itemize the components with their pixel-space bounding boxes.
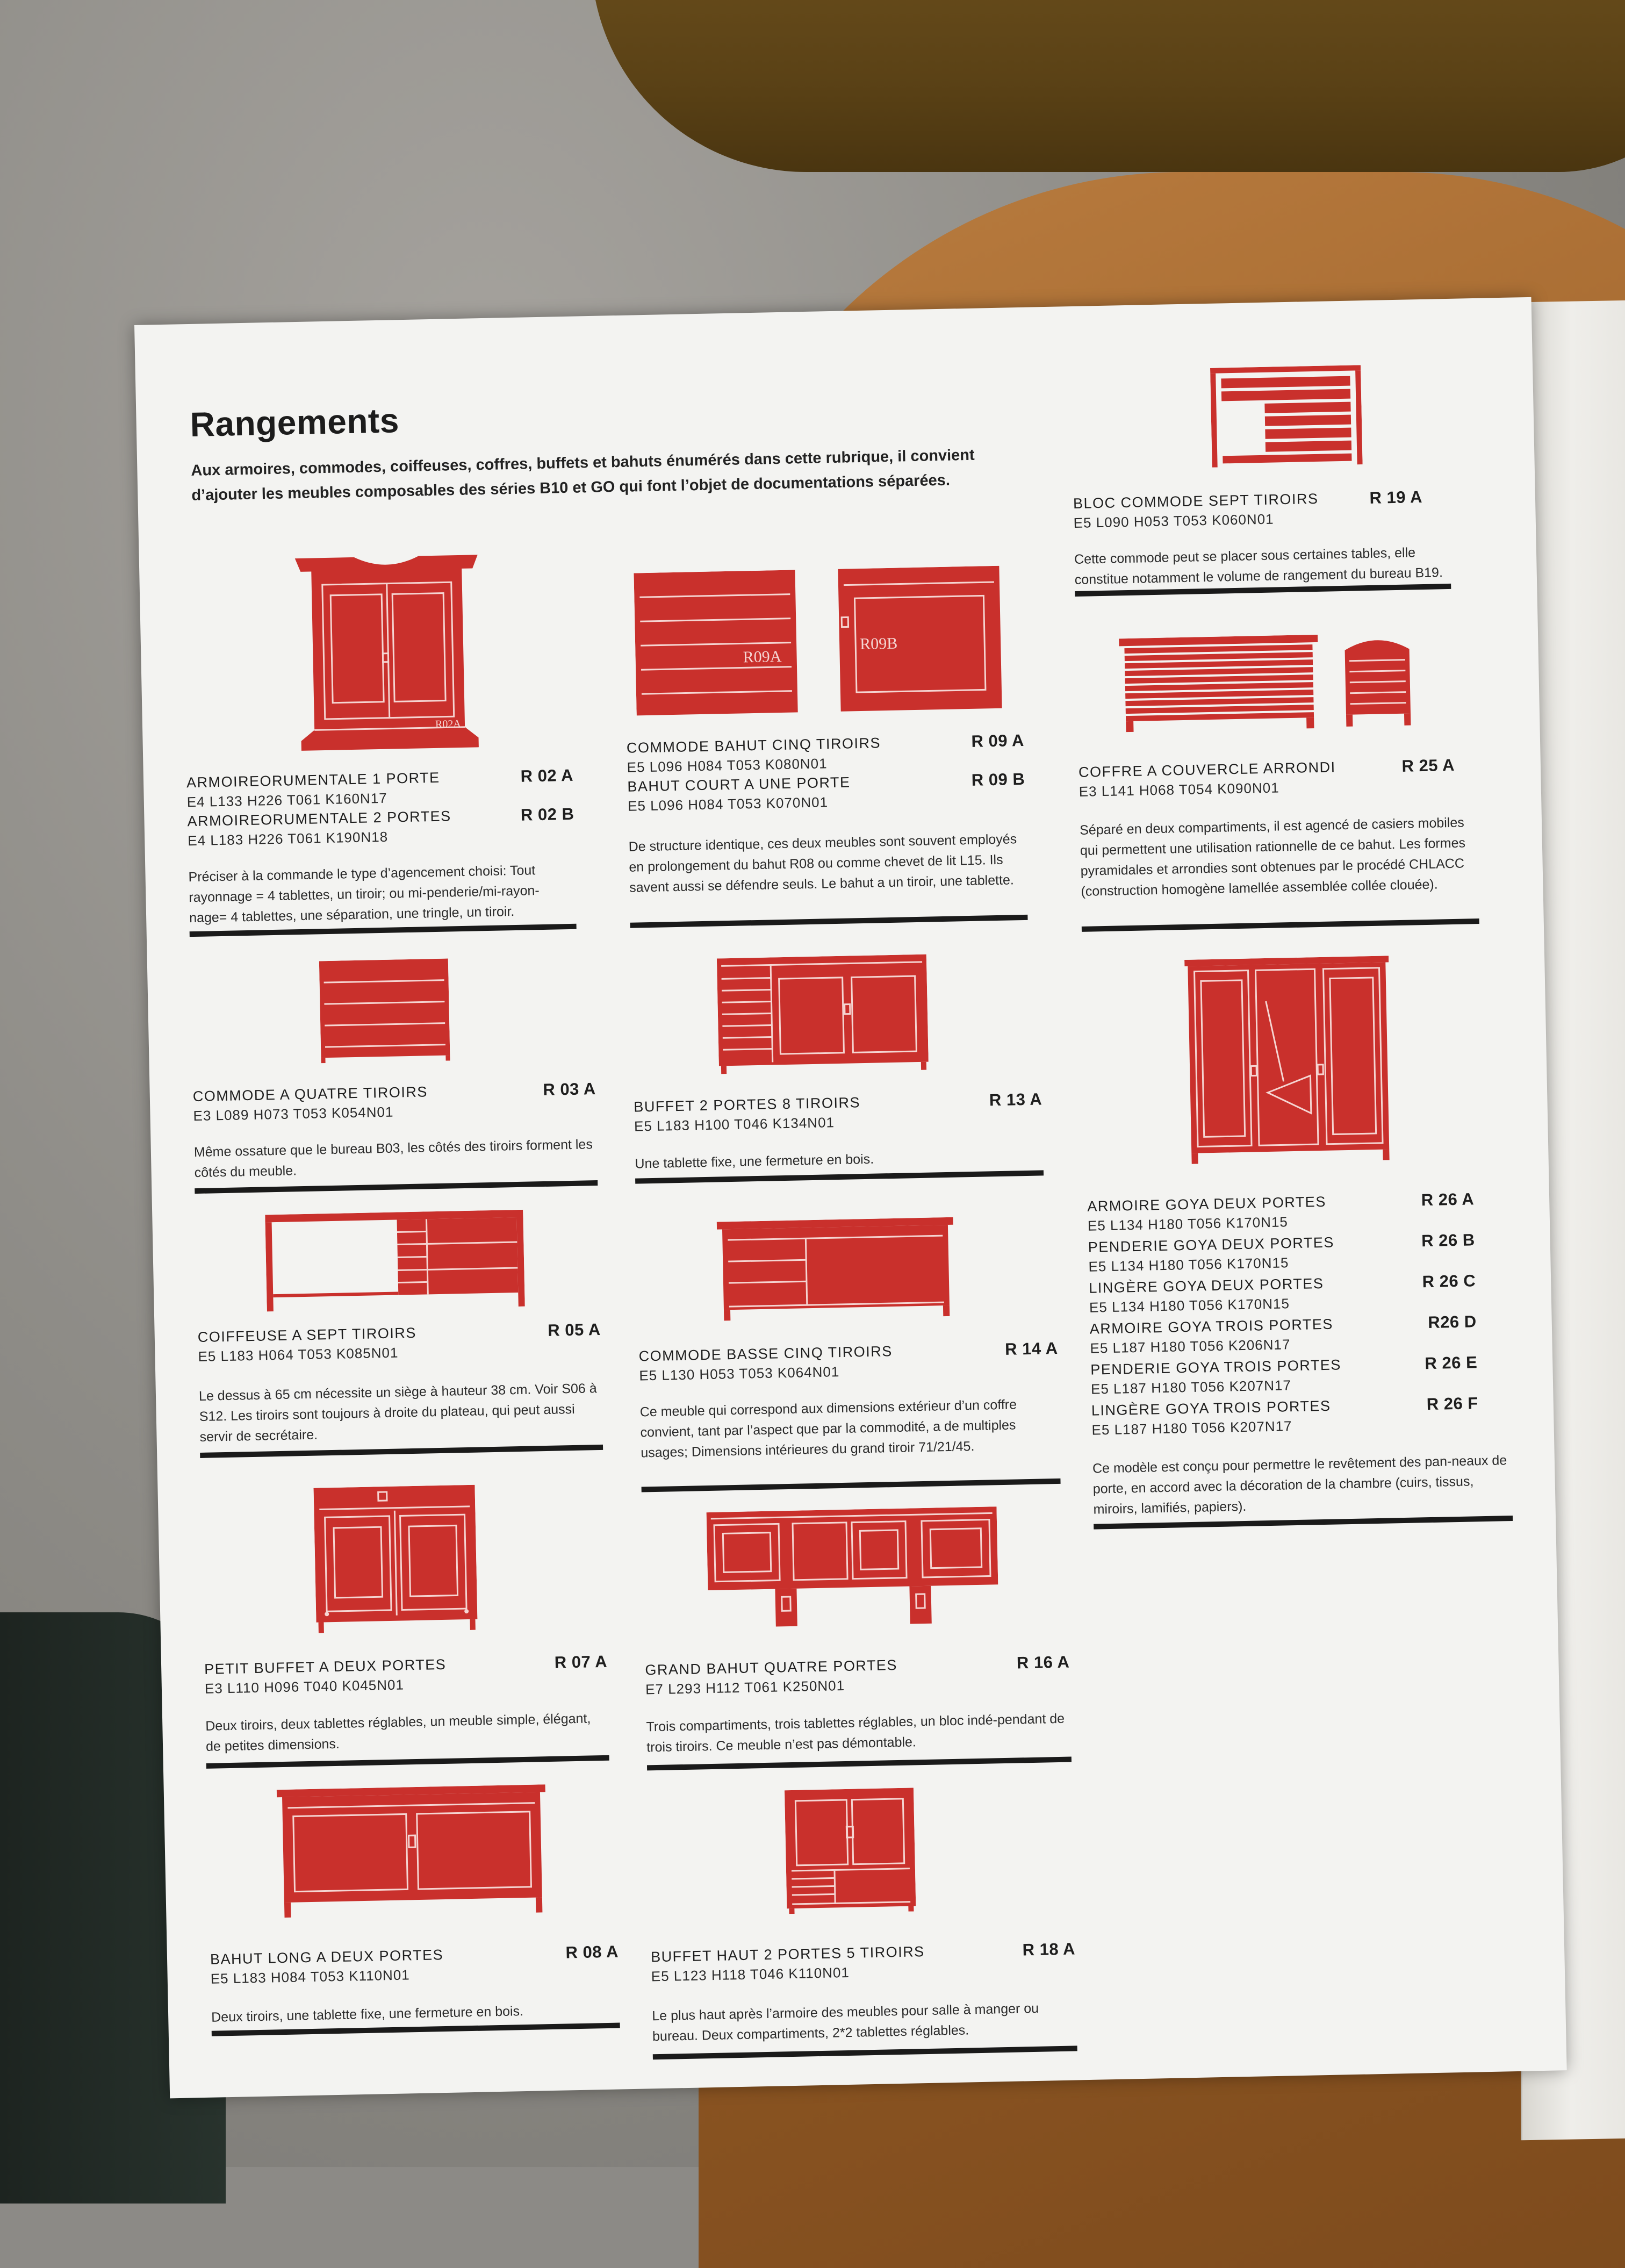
product-name: BLOC COMMODE SEPT TIROIRS	[1073, 490, 1319, 512]
commode-quatre-tiroirs-drawing	[319, 959, 450, 1064]
section-divider	[642, 1478, 1061, 1492]
product-line	[638, 1340, 1058, 1367]
product-line	[627, 732, 1025, 758]
product-code: R 25 A	[1401, 755, 1455, 776]
product-r18	[648, 1785, 1077, 2073]
product-code: R 02 A	[520, 765, 574, 786]
armoire-ornementale-drawing	[289, 544, 487, 752]
product-name: COMMODE BASSE CINQ TIROIRS	[638, 1343, 893, 1365]
product-line	[1088, 1231, 1518, 1258]
product-line	[645, 1654, 1070, 1681]
product-code: R 07 A	[554, 1652, 608, 1672]
product-code: R 05 A	[547, 1319, 601, 1340]
product-description: Séparé en deux compartiments, il est agencé de casiers mobiles qui permettent une utilisation rationnelle de ce bahut. Les formes pyramidales et arrondies sont obtenues par le procédé CHLACC (construction homogène lamellée assemblée collée clouée).	[1079, 815, 1466, 899]
product-code: R 13 A	[989, 1089, 1042, 1110]
product-line	[210, 1943, 619, 1970]
bloc-commode-drawing	[1210, 365, 1363, 468]
product-name: PENDERIE GOYA TROIS PORTES	[1090, 1357, 1342, 1378]
section-divider	[195, 1180, 598, 1194]
product-line	[1090, 1353, 1521, 1380]
product-name: LINGÈRE GOYA DEUX PORTES	[1089, 1275, 1324, 1296]
product-name: PENDERIE GOYA DEUX PORTES	[1088, 1234, 1335, 1255]
product-r16	[642, 1505, 1072, 1783]
drawing-label-r09b: R09B	[859, 634, 898, 654]
product-line	[186, 767, 574, 793]
product-line	[1078, 756, 1487, 783]
section-divider	[1082, 918, 1479, 932]
coiffeuse-drawing	[265, 1210, 525, 1312]
buffet-haut-drawing	[785, 1788, 916, 1914]
product-code: R 16 A	[1016, 1652, 1070, 1673]
product-name: COIFFEUSE A SEPT TIROIRS	[197, 1324, 417, 1346]
product-dimensions: E5 L187 H180 T056 K207N17	[1091, 1418, 1292, 1438]
product-r26	[1082, 953, 1523, 1532]
product-description: Trois compartiments, trois tablettes réglables, un bloc indé-pendant de trois tiroirs. Ce meuble n’est pas démontable.	[646, 1711, 1065, 1755]
product-description: Préciser à la commande le type d’agencement choisi: Tout rayonnage = 4 tablettes, un tiroir; ou mi-penderie/mi-rayon-nage= 4 tablettes, une séparation, une tringle, un tiroir.	[188, 863, 540, 926]
product-dimensions: E4 L133 H226 T061 K160N17	[186, 790, 387, 810]
product-code: R 09 A	[971, 730, 1025, 751]
chair-seat-background	[591, 0, 1625, 172]
product-line	[1087, 1190, 1518, 1217]
product-r03	[190, 956, 598, 1200]
coffre-drawing	[1119, 633, 1421, 733]
commode-bahut-drawings	[634, 565, 1012, 718]
product-name: BUFFET HAUT 2 PORTES 5 TIROIRS	[650, 1943, 925, 1965]
product-name: GRAND BAHUT QUATRE PORTES	[645, 1657, 898, 1678]
product-r13	[631, 952, 1044, 1196]
drawing-label-r09a: R09A	[743, 647, 782, 666]
product-dimensions: E3 L089 H073 T053 K054N01	[193, 1103, 394, 1124]
intro-paragraph: Aux armoires, commodes, coiffeuses, coffres, buffets et bahuts énumérés dans cette rubrique, il convient d’ajouter les meubles composables des séries B10 et GO qui font l’objet de documentations séparées.	[191, 446, 975, 504]
product-code: R 09 B	[971, 769, 1025, 790]
buffet-2-portes-drawing	[717, 954, 929, 1074]
product-code: R 26 C	[1422, 1271, 1476, 1291]
product-line	[193, 1080, 596, 1107]
product-dimensions: E3 L141 H068 T054 K090N01	[1078, 779, 1279, 800]
section-divider	[653, 2045, 1077, 2059]
product-dimensions: E5 L134 H180 T056 K170N15	[1088, 1254, 1289, 1275]
product-line	[1089, 1272, 1519, 1298]
product-line	[1073, 487, 1482, 514]
product-dimensions: E5 L183 H084 T053 K110N01	[210, 1966, 410, 1987]
product-name: BAHUT COURT A UNE PORTE	[627, 774, 851, 795]
product-r07	[201, 1482, 609, 1770]
product-r19	[1070, 363, 1484, 629]
product-description: Le dessus à 65 cm nécessite un siège à hauteur 38 cm. Voir S06 à S12. Les tiroirs sont toujours à droite du plateau, qui peut aussi servir de secrétaire.	[198, 1381, 597, 1445]
product-code: R 19 A	[1369, 487, 1423, 507]
petit-buffet-drawing	[313, 1485, 477, 1633]
product-name: ARMOIRE GOYA DEUX PORTES	[1087, 1193, 1327, 1215]
drawing-label-r02a: R02A	[435, 717, 462, 730]
product-dimensions: E5 L134 H180 T056 K170N15	[1087, 1214, 1289, 1234]
catalog-page	[134, 297, 1567, 2099]
product-description: Ce meuble qui correspond aux dimensions extérieur d’un coffre convient, tant par l’aspect que par la commodité, a de multiples usages; Dimensions intérieures du grand tiroir 71/21/45.	[639, 1397, 1017, 1461]
product-line	[651, 1940, 1076, 1967]
armoire-goya-drawing	[1184, 956, 1393, 1164]
product-r09	[623, 565, 1027, 939]
product-code: R 26 B	[1421, 1230, 1476, 1251]
product-description: Deux tiroirs, deux tablettes réglables, un meuble simple, élégant, de petites dimensions.	[205, 1711, 591, 1754]
product-dimensions: E4 L183 H226 T061 K190N18	[187, 828, 389, 849]
product-line	[1091, 1394, 1522, 1421]
section-divider	[630, 915, 1027, 928]
product-code: R 26 A	[1421, 1189, 1475, 1210]
product-dimensions: E5 L130 H053 T053 K064N01	[639, 1363, 840, 1384]
product-r08	[207, 1783, 621, 2060]
product-description: Ce modèle est conçu pour permettre le revêtement des pan-neaux de porte, en accord avec la décoration de la chambre (cuirs, tissus, miroirs, lamifiés, papiers).	[1092, 1453, 1507, 1517]
product-code: R 26 E	[1425, 1353, 1478, 1373]
product-code: R 08 A	[565, 1942, 619, 1962]
product-line	[634, 1090, 1042, 1117]
commode-basse-drawing	[717, 1217, 955, 1322]
product-r25	[1076, 631, 1490, 941]
product-r14	[636, 1215, 1061, 1503]
grand-bahut-drawing	[707, 1506, 999, 1631]
product-dimensions: E5 L183 H100 T046 K134N01	[634, 1114, 835, 1135]
product-dimensions: E5 L096 H084 T053 K070N01	[627, 794, 829, 814]
product-name: ARMOIREORUMENTALE 2 PORTES	[187, 808, 451, 830]
product-code: R 14 A	[1004, 1338, 1058, 1359]
product-dimensions: E5 L096 H084 T053 K080N01	[627, 755, 828, 776]
product-dimensions: E5 L090 H053 T053 K060N01	[1073, 511, 1274, 531]
product-dimensions: E5 L187 H180 T056 K206N17	[1090, 1336, 1291, 1357]
section-divider	[647, 1757, 1072, 1771]
product-description: Cette commode peut se placer sous certaines tables, elle constitue notamment le volume de rangement du bureau B19.	[1074, 545, 1443, 587]
product-name: COMMODE A QUATRE TIROIRS	[192, 1083, 428, 1105]
product-code: R 26 F	[1426, 1394, 1479, 1414]
product-dimensions: E5 L183 H064 T053 K085N01	[198, 1344, 399, 1365]
product-code: R 18 A	[1022, 1939, 1076, 1960]
product-code: R 02 B	[520, 804, 574, 824]
page-title: Rangements	[190, 401, 400, 444]
product-r02	[182, 542, 576, 937]
product-name: BAHUT LONG A DEUX PORTES	[210, 1947, 444, 1968]
product-name: BUFFET 2 PORTES 8 TIROIRS	[634, 1094, 861, 1115]
product-dimensions: E5 L187 H180 T056 K207N17	[1090, 1377, 1292, 1397]
product-description: Une tablette fixe, une fermeture en bois.	[635, 1151, 874, 1172]
bahut-long-drawing	[277, 1784, 548, 1919]
product-line	[204, 1653, 608, 1680]
product-name: COFFRE A COUVERCLE ARRONDI	[1078, 759, 1336, 780]
product-r05	[195, 1208, 603, 1485]
product-code: R 03 A	[543, 1079, 596, 1100]
product-dimensions: E7 L293 H112 T061 K250N01	[645, 1677, 845, 1698]
product-dimensions: E5 L134 H180 T056 K170N15	[1089, 1295, 1290, 1316]
product-description: De structure identique, ces deux meubles sont souvent employés en prolongement du bahut R08 ou comme chevet de lit L15. Ils savent aussi se défendre seuls. Le bahut a un tiroir, une tablette.	[628, 831, 1017, 895]
product-name: ARMOIREORUMENTALE 1 PORTE	[186, 769, 440, 791]
product-code: R26 D	[1427, 1312, 1477, 1332]
product-description: Même ossature que le bureau B03, les côtés des tiroirs forment les côtés du meuble.	[193, 1137, 593, 1181]
section-divider	[200, 1445, 603, 1458]
product-line	[198, 1321, 601, 1347]
product-description: Le plus haut après l’armoire des meubles pour salle à manger ou bureau. Deux compartiments, 2*2 tablettes réglables.	[652, 2000, 1039, 2044]
product-name: ARMOIRE GOYA TROIS PORTES	[1089, 1316, 1334, 1337]
product-dimensions: E5 L123 H118 T046 K110N01	[651, 1964, 850, 1985]
coffre-slats	[1124, 644, 1314, 721]
section-divider	[206, 1755, 609, 1769]
product-line	[1090, 1312, 1520, 1339]
product-description: Deux tiroirs, une tablette fixe, une fermeture en bois.	[211, 2004, 524, 2025]
product-name: PETIT BUFFET A DEUX PORTES	[204, 1656, 447, 1677]
product-dimensions: E3 L110 H096 T040 K045N01	[204, 1676, 405, 1697]
product-name: LINGÈRE GOYA TROIS PORTES	[1091, 1397, 1331, 1419]
product-name: COMMODE BAHUT CINQ TIROIRS	[626, 735, 881, 756]
